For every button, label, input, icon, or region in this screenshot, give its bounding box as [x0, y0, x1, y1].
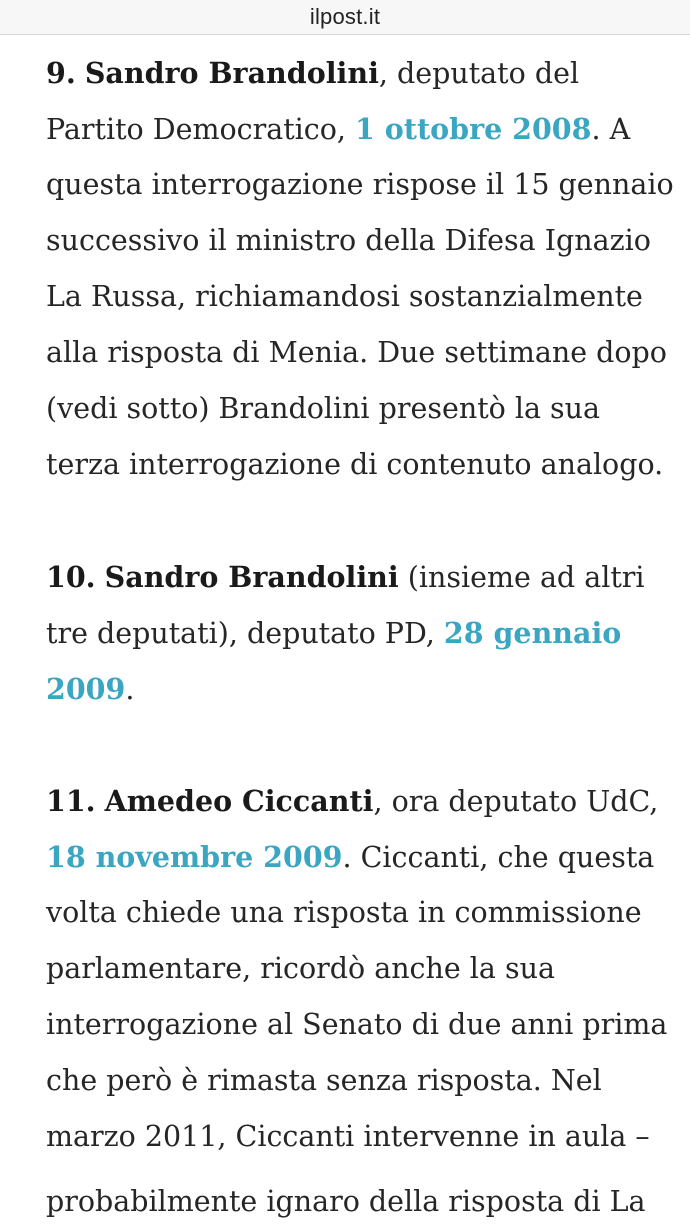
text-line: che però è rimasta senza risposta. Nel [46, 1064, 602, 1097]
cut-off-text-line: probabilmente ignaro della risposta di La [46, 1185, 646, 1218]
list-item-10 [46, 549, 656, 717]
list-item-9 [46, 45, 674, 493]
text-fragment: , ora deputato UdC, [373, 785, 659, 818]
text-fragment: , deputato del [378, 57, 580, 90]
text-line: La Russa, richiamandosi sostanzialmente [46, 280, 643, 313]
date-link[interactable]: 18 novembre 2009 [46, 840, 343, 874]
item-number: 9. [46, 56, 76, 90]
date-link[interactable]: 1 ottobre 2008 [355, 112, 592, 146]
text-line: interrogazione al Senato di due anni prima [46, 1008, 668, 1041]
article-body [46, 45, 674, 1165]
item-number: 10. [46, 560, 96, 594]
person-name: Sandro Brandolini [84, 56, 379, 90]
text-line: volta chiede una risposta in commissione [46, 896, 642, 929]
person-name: Sandro Brandolini [104, 560, 399, 594]
list-item-11 [46, 773, 668, 1165]
text-line: successivo il ministro della Difesa Ignazio [46, 224, 651, 257]
text-line: terza interrogazione di contenuto analogo. [46, 448, 664, 481]
text-fragment: . A [591, 113, 631, 146]
item-number: 11. [46, 784, 96, 818]
text-fragment: . [125, 673, 135, 706]
text-line [46, 829, 656, 885]
date-link[interactable]: 28 gennaio [443, 616, 622, 650]
text-line: alla risposta di Menia. Due settimane dopo [46, 336, 667, 369]
text-line [46, 45, 656, 101]
text-line [46, 549, 656, 605]
date-link-continued[interactable]: 2009 [46, 672, 126, 706]
person-name: Amedeo Ciccanti [104, 784, 374, 818]
paragraph-gap [46, 717, 656, 773]
text-line: (vedi sotto) Brandolini presentò la sua [46, 392, 600, 425]
paragraph-gap [46, 493, 656, 549]
text-fragment: Partito Democratico, [46, 113, 356, 146]
text-line [46, 661, 656, 717]
text-fragment: (insieme ad altri [398, 561, 645, 594]
text-line: questa interrogazione rispose il 15 gennaio [46, 168, 674, 201]
text-line: marzo 2011, Ciccanti intervenne in aula – [46, 1120, 650, 1153]
browser-address-bar[interactable] [0, 0, 690, 35]
text-line [46, 773, 659, 829]
url-text[interactable]: ilpost.it [309, 4, 381, 29]
cut-off-line-container [0, 1172, 690, 1218]
text-line [46, 605, 656, 661]
text-line [46, 101, 656, 157]
text-fragment: tre deputati), deputato PD, [46, 617, 444, 650]
text-line: parlamentare, ricordò anche la sua [46, 952, 555, 985]
text-fragment: . Ciccanti, che questa [342, 841, 655, 874]
